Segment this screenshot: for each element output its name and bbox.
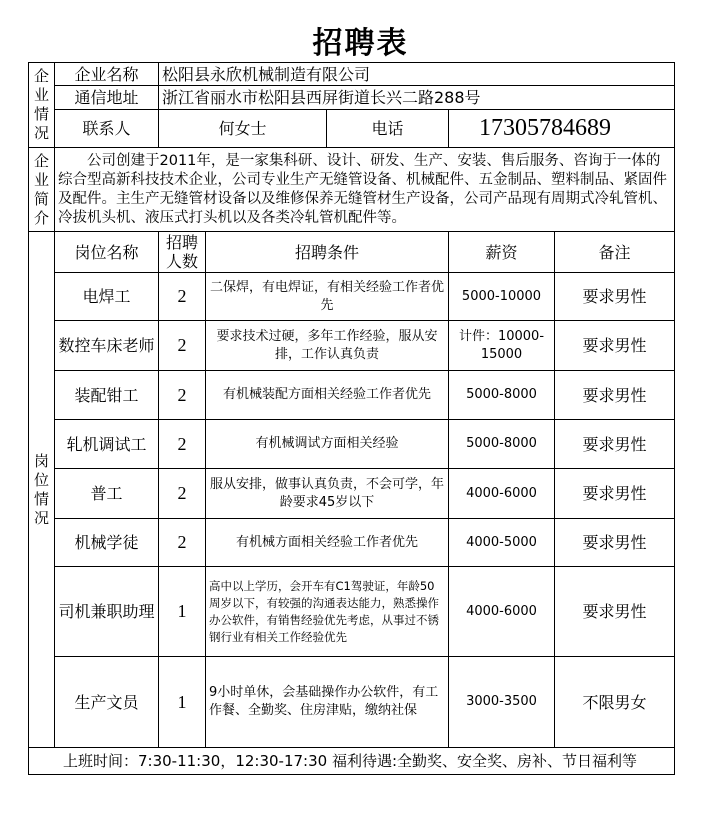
table-row — [29, 657, 675, 748]
header-position-name: 岗位名称 — [55, 232, 159, 273]
table-row — [29, 469, 675, 519]
company-name: 松阳县永欣机械制造有限公司 — [159, 63, 675, 86]
position-salary: 4000-5000 — [449, 519, 555, 567]
position-remarks: 要求男性 — [555, 519, 675, 567]
positions-section-label: 岗位情况 — [29, 232, 55, 748]
table-row — [29, 420, 675, 469]
position-remarks: 要求男性 — [555, 469, 675, 519]
position-remarks: 要求男性 — [555, 420, 675, 469]
work-hours-and-benefits: 上班时间：7:30-11:30，12:30-17:30 福利待遇:全勤奖、安全奖、房补、节日福利等 — [29, 748, 675, 775]
position-count: 2 — [159, 371, 206, 420]
position-count: 2 — [159, 519, 206, 567]
position-count: 2 — [159, 420, 206, 469]
position-name: 装配钳工 — [55, 371, 159, 420]
position-salary: 4000-6000 — [449, 469, 555, 519]
position-salary: 4000-6000 — [449, 567, 555, 657]
position-count: 1 — [159, 657, 206, 748]
table-row — [29, 321, 675, 371]
position-conditions: 二保焊，有电焊证，有相关经验工作者优先 — [206, 273, 449, 321]
company-intro: 公司创建于2011年，是一家集科研、设计、研发、生产、安装、售后服务、咨询于一体的综合型高新科技技术企业，公司专业生产无缝管设备、机械配件、五金制品、塑料制品、紧固件及配件。主生产无缝管材设备以及维修保养无缝管材生产设备，公司产品现有周期式冷轧管机、冷拔机头机、液压式打头机以及各类冷轧管机配件等。 — [55, 148, 675, 232]
position-salary: 5000-10000 — [449, 273, 555, 321]
position-conditions: 高中以上学历，会开车有C1驾驶证，年龄50周岁以下，有较强的沟通表达能力，熟悉操作办公软件，有销售经验优先考虑，从事过不锈钢行业有相关工作经验优先 — [206, 567, 449, 657]
position-conditions: 要求技术过硬，多年工作经验，服从安排，工作认真负责 — [206, 321, 449, 371]
company-section-label: 企业情况 — [29, 63, 55, 148]
header-conditions: 招聘条件 — [206, 232, 449, 273]
position-name: 轧机调试工 — [55, 420, 159, 469]
position-remarks: 要求男性 — [555, 567, 675, 657]
company-name-label: 企业名称 — [55, 63, 159, 86]
page-title: 招聘表 — [312, 26, 409, 61]
phone-number: 17305784689 — [449, 110, 675, 148]
company-address: 浙江省丽水市松阳县西屏街道长兴二路288号 — [159, 86, 675, 110]
phone-label: 电话 — [327, 110, 449, 148]
intro-section-label: 企业简介 — [29, 148, 55, 232]
position-remarks: 要求男性 — [555, 371, 675, 420]
position-remarks: 不限男女 — [555, 657, 675, 748]
position-salary: 5000-8000 — [449, 420, 555, 469]
position-name: 机械学徒 — [55, 519, 159, 567]
position-count: 2 — [159, 273, 206, 321]
table-row — [29, 371, 675, 420]
position-name: 普工 — [55, 469, 159, 519]
position-remarks: 要求男性 — [555, 321, 675, 371]
position-name: 司机兼职助理 — [55, 567, 159, 657]
recruitment-table — [28, 62, 675, 775]
position-count: 2 — [159, 321, 206, 371]
table-row — [29, 519, 675, 567]
position-name: 电焊工 — [55, 273, 159, 321]
header-count: 招聘人数 — [159, 232, 206, 273]
address-label: 通信地址 — [55, 86, 159, 110]
position-conditions: 服从安排，做事认真负责，不会可学，年龄要求45岁以下 — [206, 469, 449, 519]
contact-person: 何女士 — [159, 110, 327, 148]
table-row — [29, 567, 675, 657]
header-remarks: 备注 — [555, 232, 675, 273]
position-conditions: 有机械装配方面相关经验工作者优先 — [206, 371, 449, 420]
position-remarks: 要求男性 — [555, 273, 675, 321]
position-conditions: 有机械调试方面相关经验 — [206, 420, 449, 469]
header-salary: 薪资 — [449, 232, 555, 273]
contact-label: 联系人 — [55, 110, 159, 148]
position-count: 1 — [159, 567, 206, 657]
table-row — [29, 273, 675, 321]
position-count: 2 — [159, 469, 206, 519]
position-salary: 5000-8000 — [449, 371, 555, 420]
position-name: 生产文员 — [55, 657, 159, 748]
position-conditions: 9小时单休，会基础操作办公软件，有工作餐、全勤奖、住房津贴，缴纳社保 — [206, 657, 449, 748]
position-salary: 3000-3500 — [449, 657, 555, 748]
position-name: 数控车床老师 — [55, 321, 159, 371]
position-conditions: 有机械方面相关经验工作者优先 — [206, 519, 449, 567]
position-salary: 计件：10000-15000 — [449, 321, 555, 371]
